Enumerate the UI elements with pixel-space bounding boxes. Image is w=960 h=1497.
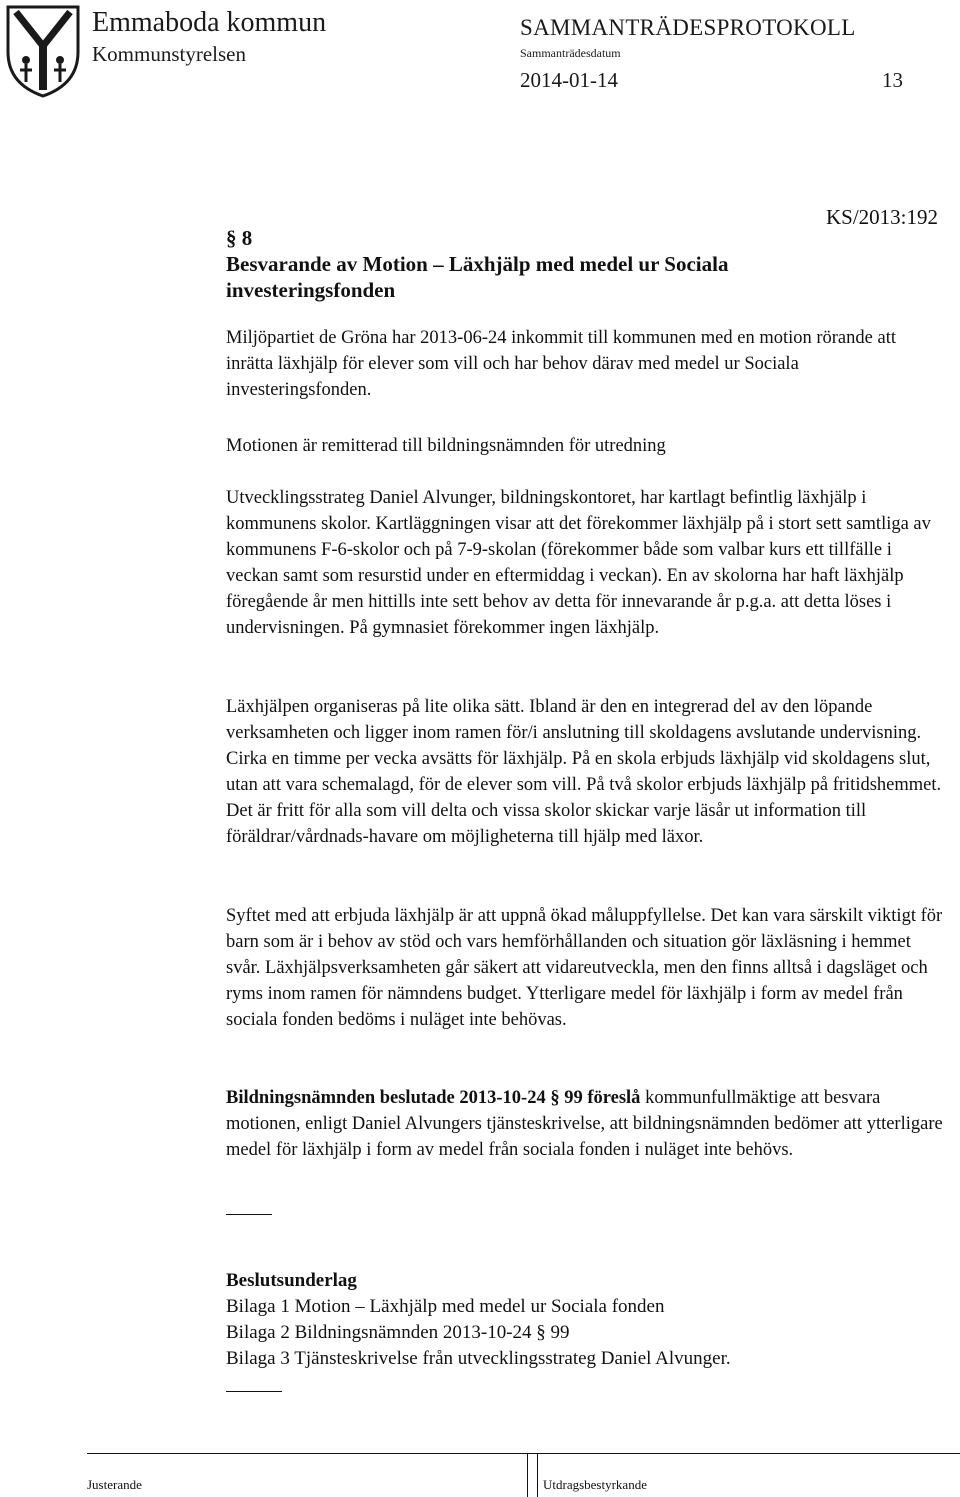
page-number: 13 (882, 68, 903, 92)
decision-basis-list (226, 1294, 731, 1372)
attachment-item: Bilaga 3 Tjänsteskrivelse från utvecklingsstrateg Daniel Alvunger. (226, 1348, 731, 1369)
footer-adjuster-label: Justerande (87, 1477, 142, 1492)
paragraph-text: Läxhjälpen organiseras på lite olika sätt. Ibland är den en integrerad del av den löpande verksamheten och ligger inom ramen för/i anslutning till skoldagens avslutande undervisning. Cirka en timme per vecka avsätts för läxhjälp. På en skola erbjuds läxhjälp vid skoldagens slut, utan att vara schemalagd, för de elever som vill. På två skolor erbjuds läxhjälp på fritidshemmet. Det är fritt för alla som vill delta och vissa skolor skickar varje läsår ut information till föräldrar/vårdnads-havare om möjligheterna till hjälp med läxor. (226, 697, 942, 847)
paragraph-survey (226, 485, 946, 641)
section-title: Besvarande av Motion – Läxhjälp med medel ur Sociala investeringsfonden (226, 252, 729, 302)
paragraph-text: Utvecklingsstrateg Daniel Alvunger, bildningskontoret, har kartlagt befintlig läxhjälp i kommunens skolor. Kartläggningen visar att det förekommer läxhjälp på i stort sett samtliga av kommunens F-6-skolor och på 7-9-skolan (förekommer både som valbar kurs ett tillfälle i veckan samt som resurstid under en eftermiddag i veckan). En av skolorna har haft läxhjälp föregående år men hittills inte sett behov av detta för innevarande år p.g.a. att detta löses i undervisningen. På gymnasiet förekommer ingen läxhjälp. (226, 488, 931, 638)
attachment-item: Bilaga 1 Motion – Läxhjälp med medel ur Sociala fonden (226, 1296, 665, 1317)
case-number: KS/2013:192 (826, 205, 939, 229)
paragraph-decision (226, 1085, 946, 1163)
paragraph-purpose (226, 903, 946, 1033)
paragraph-text: Syftet med att erbjuda läxhjälp är att uppnå ökad måluppfyllelse. Det kan vara särskilt viktigt för barn som är i behov av stöd och vars hemförhållanden och situation gör läxläsning i hemmet svår. Läxhjälpsverksamheten går säkert att vidareutveckla, men den finns alltså i dagsläget och ryms inom ramen för nämndens budget. Ytterligare medel för läxhjälp i form av medel från sociala fonden bedöms i nuläget inte behövas. (226, 906, 943, 1030)
organization-name: Emmaboda kommun (92, 7, 327, 38)
footer-certification-label: Utdragsbestyrkande (543, 1477, 647, 1492)
footer-divider (527, 1453, 528, 1497)
decision-lead: Bildningsnämnden beslutade 2013-10-24 § 99 föreslå (226, 1088, 641, 1108)
decision-rest: kommunfullmäktige att besvara motionen, enligt Daniel Alvungers tjänsteskrivelse, att bildningsnämnden bedömer att ytterligare medel för läxhjälp i form av medel från sociala fonden i nuläget inte behövs. (226, 1088, 943, 1160)
separator-line (226, 1214, 272, 1215)
decision-basis-title: Beslutsunderlag (226, 1270, 357, 1291)
coat-of-arms-logo-icon (5, 4, 81, 98)
paragraph-text (226, 1085, 946, 1163)
paragraph-text: Miljöpartiet de Gröna har 2013-06-24 inkommit till kommunen med en motion rörande att inrätta läxhjälp för elever som vill och har behov därav med medel ur Sociala investeringsfonden. (226, 328, 896, 400)
separator-line (226, 1391, 282, 1392)
paragraph-text: Motionen är remitterad till bildningsnämnden för utredning (226, 436, 666, 456)
footer-divider (537, 1453, 538, 1497)
paragraph-organisation (226, 694, 946, 850)
paragraph-motion-received (226, 325, 946, 403)
document-type: SAMMANTRÄDESPROTOKOLL (520, 15, 856, 40)
meeting-date: 2014-01-14 (520, 68, 618, 92)
attachment-item: Bilaga 2 Bildningsnämnden 2013-10-24 § 99 (226, 1322, 570, 1343)
organization-department: Kommunstyrelsen (92, 42, 246, 66)
meeting-date-label: Sammanträdesdatum (520, 46, 621, 60)
paragraph-referral (226, 433, 946, 459)
section-number: § 8 (226, 226, 253, 250)
footer-rule (87, 1453, 960, 1454)
